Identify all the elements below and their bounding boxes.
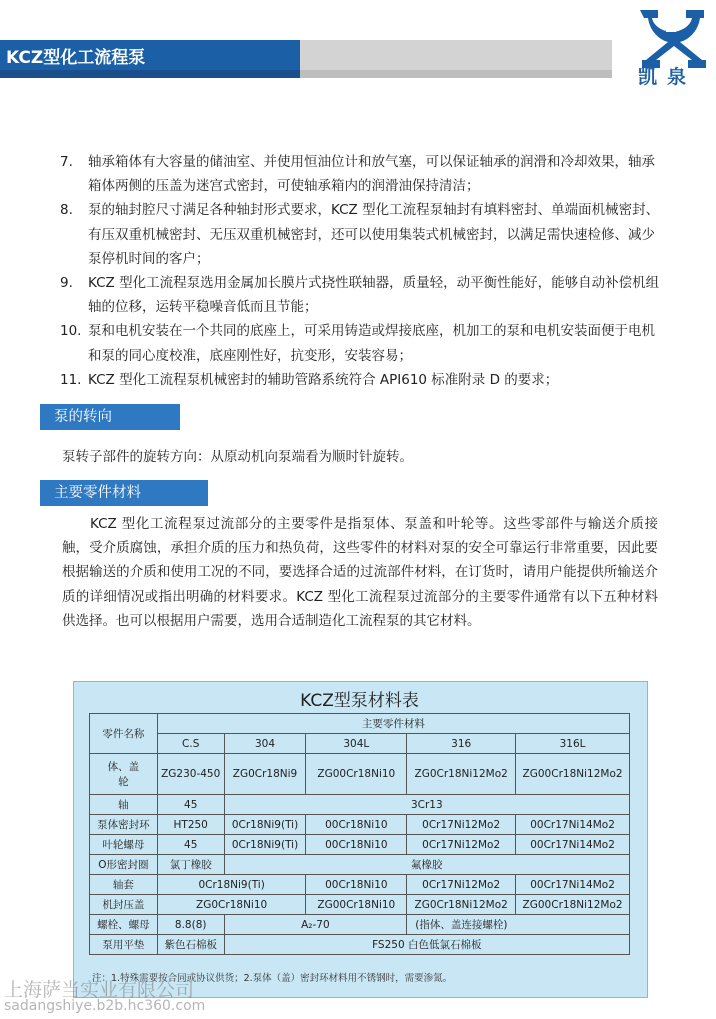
list-item: 9. KCZ 型化工流程泵选用金属加长膜片式挠性联轴器，质量轻，动平衡性能好，能够自动补偿机组轴的位移，运转平稳噪音低而且节能；: [60, 275, 660, 316]
list-item: 10. 泵和电机安装在一个共同的底座上，可采用铸造或焊接底座，机加工的泵和电机安装面便于电机和泵的同心度校准，底座刚性好，抗变形，安装容易；: [60, 323, 655, 364]
table-row: 机封压盖 ZG0Cr18Ni10 ZG00Cr18Ni10 ZG0Cr18Ni12Mo2 ZG00Cr18Ni12Mo2: [90, 895, 630, 915]
table-row: 轴套 0Cr18Ni9(Ti) 00Cr18Ni10 0Cr17Ni12Mo2 00Cr17Ni14Mo2: [90, 875, 630, 895]
table-row: 泵体密封环 HT250 0Cr18Ni9(Ti) 00Cr18Ni10 0Cr17Ni12Mo2 00Cr17Ni14Mo2: [90, 815, 630, 835]
page-title: KCZ型化工流程泵: [6, 48, 146, 68]
rotation-text: 泵转子部件的旋转方向：从原动机向泵端看为顺时针旋转。: [62, 449, 413, 465]
section-heading-materials: 主要零件材料: [40, 480, 208, 506]
list-item: 8. 泵的轴封腔尺寸满足各种轴封形式要求，KCZ 型化工流程泵轴封有填料密封、单端面机械密封、有压双重机械密封、无压双重机械密封，还可以使用集装式机械密封，以满足需快速检修、减少泵停机时间的客户；: [60, 202, 660, 267]
feature-list: [60, 150, 660, 392]
table-row: 泵用平垫 紫色石棉板 FS250 白色低氯石棉板: [90, 935, 630, 955]
table-note: 注：1.特殊需要按合同或协议供货；2.泵体（盖）密封环材料用不锈钢时，需要渗氮。: [92, 973, 453, 984]
table-row: O形密封圈 氯丁橡胶 氟橡胶: [90, 855, 630, 875]
header-grey-bar: [300, 40, 612, 70]
table-row: C.S 304 304L 316 316L: [90, 734, 630, 754]
section-heading-rotation: 泵的转向: [40, 404, 180, 430]
watermark-company: 上海萨当实业有限公司: [4, 979, 195, 1001]
watermark-url: sadangshiye.b2b.hc360.com: [4, 998, 206, 1014]
header-underline: [0, 70, 300, 78]
list-item: 11. KCZ 型化工流程泵机械密封的辅助管路系统符合 API610 标准附录 D 的要求；: [60, 371, 559, 388]
materials-paragraph: KCZ 型化工流程泵过流部分的主要零件是指泵体、泵盖和叶轮等。这些零部件与输送介质接触，受介质腐蚀，承担介质的压力和热负荷，这些零件的材料对泵的安全可靠运行非常重要，因此要根据输送的介质和使用工况的不同，要选择合适的过流部件材料，在订货时，请用户能提供所输送介质的详细情况或指出明确的材料要求。KCZ 型化工流程泵过流部分的主要零件通常有以下五种材料供选择。也可以根据用户需要，选用合适制造化工流程泵的其它材料。: [62, 516, 658, 629]
materials-table: [89, 713, 630, 955]
table-row: [90, 714, 630, 734]
header-bar: [0, 40, 300, 70]
header-grey-underline: [300, 70, 612, 78]
table-row: 叶轮螺母 45 0Cr18Ni9(Ti) 00Cr18Ni10 0Cr17Ni12Mo2 00Cr17Ni14Mo2: [90, 835, 630, 855]
table-row: 螺栓、螺母 8.8(8) A₂-70 (指体、盖连接螺栓): [90, 915, 630, 935]
table-row: 体、盖轮 ZG230-450 ZG0Cr18Ni9 ZG00Cr18Ni10 ZG0Cr18Ni12Mo2 ZG00Cr18Ni12Mo2: [90, 754, 630, 795]
logo-text: 凯泉: [638, 66, 697, 88]
list-item: 7. 轴承箱体有大容量的储油室、并使用恒油位计和放气塞，可以保证轴承的润滑和冷却效果，轴承箱体两侧的压盖为迷宫式密封，可使轴承箱内的润滑油保持清洁；: [60, 154, 655, 195]
main-materials-header: 主要零件材料: [157, 714, 629, 734]
table-title: KCZ型泵材料表: [300, 691, 419, 711]
part-name-header: 零件名称: [90, 714, 158, 754]
table-row: 轴 45 3Cr13: [90, 795, 630, 815]
